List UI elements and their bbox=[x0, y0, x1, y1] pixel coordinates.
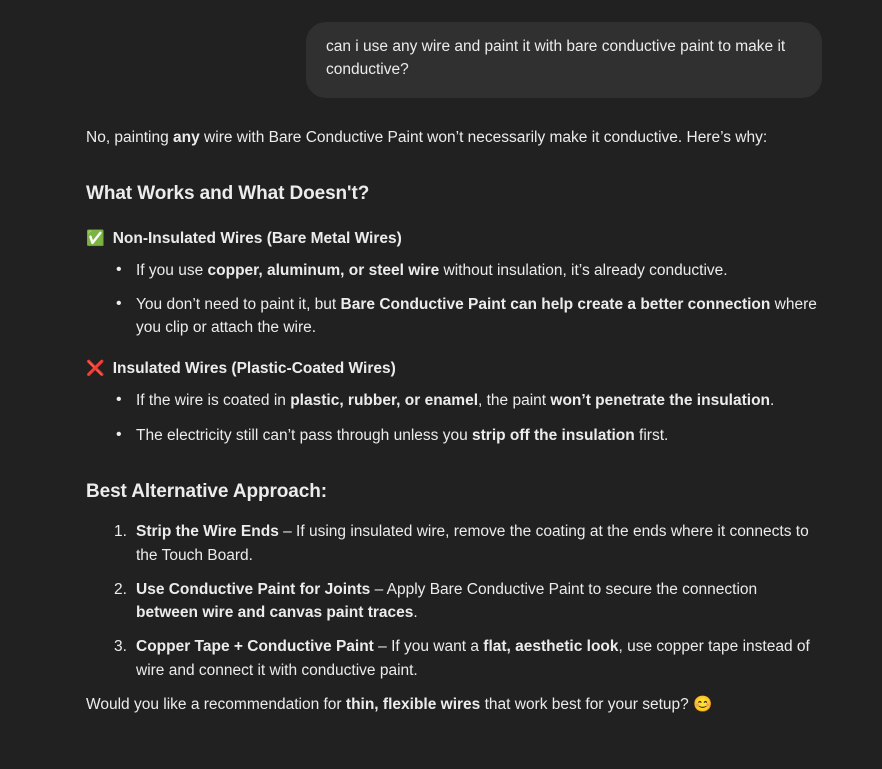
closing-bold-text: thin, flexible wires bbox=[345, 695, 481, 713]
bullet-bold-text: plastic, rubber, or enamel bbox=[290, 392, 479, 410]
non-insulated-bullet-list bbox=[86, 259, 822, 340]
item-rest-text: – If you want a bbox=[373, 638, 484, 656]
item-bold-text-2: between wire and canvas paint traces bbox=[136, 604, 414, 622]
intro-pre-text: No, painting bbox=[86, 128, 174, 146]
intro-post-text: wire with Bare Conductive Paint won’t necessarily make it conductive. Here’s why: bbox=[199, 128, 768, 146]
list-item bbox=[104, 259, 822, 282]
item-rest-text: – Apply Bare Conductive Paint to secure the connection bbox=[370, 580, 758, 598]
section-heading-best-alternative: Best Alternative Approach: bbox=[86, 480, 327, 502]
list-item bbox=[104, 578, 822, 625]
closing-post-text: that work best for your setup? bbox=[480, 695, 694, 713]
bullet-pre-text: You don’t need to paint it, but bbox=[136, 295, 341, 313]
bullet-post-text: where you clip or attach the wire. bbox=[136, 295, 817, 337]
closing-pre-text: Would you like a recommendation for bbox=[86, 695, 346, 713]
bullet-mid-text: , the paint bbox=[478, 392, 551, 410]
assistant-message bbox=[0, 98, 882, 716]
subheading-non-insulated-wires bbox=[86, 227, 822, 251]
list-item bbox=[104, 389, 822, 412]
bullet-bold-text: copper, aluminum, or steel wire bbox=[207, 261, 440, 279]
list-item bbox=[104, 635, 822, 682]
item-bold-text: Copper Tape + Conductive Paint bbox=[136, 638, 374, 656]
bullet-bold-text: strip off the insulation bbox=[472, 426, 635, 444]
list-item bbox=[104, 293, 822, 340]
subheading-insulated-wires bbox=[86, 357, 822, 381]
subheading-insulated-label: Insulated Wires (Plastic-Coated Wires) bbox=[112, 360, 396, 378]
bullet-post-text: first. bbox=[634, 426, 669, 444]
user-message-bubble[interactable]: can i use any wire and paint it with bare conductive paint to make it conductive? bbox=[306, 22, 822, 98]
item-bold-text-2: flat, aesthetic look bbox=[483, 638, 619, 656]
item-tail-text: , use copper tape instead of wire and connect it with conductive paint. bbox=[136, 638, 810, 679]
subheading-non-insulated-label: Non-Insulated Wires (Bare Metal Wires) bbox=[112, 229, 402, 247]
bullet-pre-text: If you use bbox=[136, 261, 208, 279]
bullet-post-text: without insulation, it’s already conductive. bbox=[439, 261, 728, 279]
list-item bbox=[104, 520, 822, 567]
item-rest-text: – If using insulated wire, remove the coating at the ends where it connects to the Touch Board. bbox=[136, 523, 809, 564]
best-alternative-ordered-list bbox=[86, 520, 822, 682]
insulated-bullet-list bbox=[86, 389, 822, 447]
bullet-bold-text: Bare Conductive Paint can help create a better connection bbox=[340, 295, 771, 313]
bullet-pre-text: If the wire is coated in bbox=[136, 392, 291, 410]
assistant-intro-paragraph bbox=[86, 126, 822, 149]
intro-bold-any: any bbox=[173, 128, 200, 146]
bullet-pre-text: The electricity still can’t pass through unless you bbox=[136, 426, 472, 444]
bullet-bold-text-2: won’t penetrate the insulation bbox=[550, 392, 771, 410]
assistant-closing-paragraph bbox=[86, 693, 822, 716]
check-mark-emoji: ✅ bbox=[86, 229, 105, 247]
item-bold-text: Strip the Wire Ends bbox=[136, 523, 279, 541]
item-bold-text: Use Conductive Paint for Joints bbox=[136, 580, 371, 598]
cross-mark-emoji: ❌ bbox=[86, 360, 105, 378]
item-tail-text: . bbox=[413, 604, 418, 622]
bullet-post-text: . bbox=[770, 392, 775, 410]
user-message-row bbox=[0, 0, 882, 98]
smiling-face-emoji: 😊 bbox=[693, 695, 713, 713]
section-heading-what-works: What Works and What Doesn't? bbox=[86, 183, 370, 205]
list-item bbox=[104, 424, 822, 447]
